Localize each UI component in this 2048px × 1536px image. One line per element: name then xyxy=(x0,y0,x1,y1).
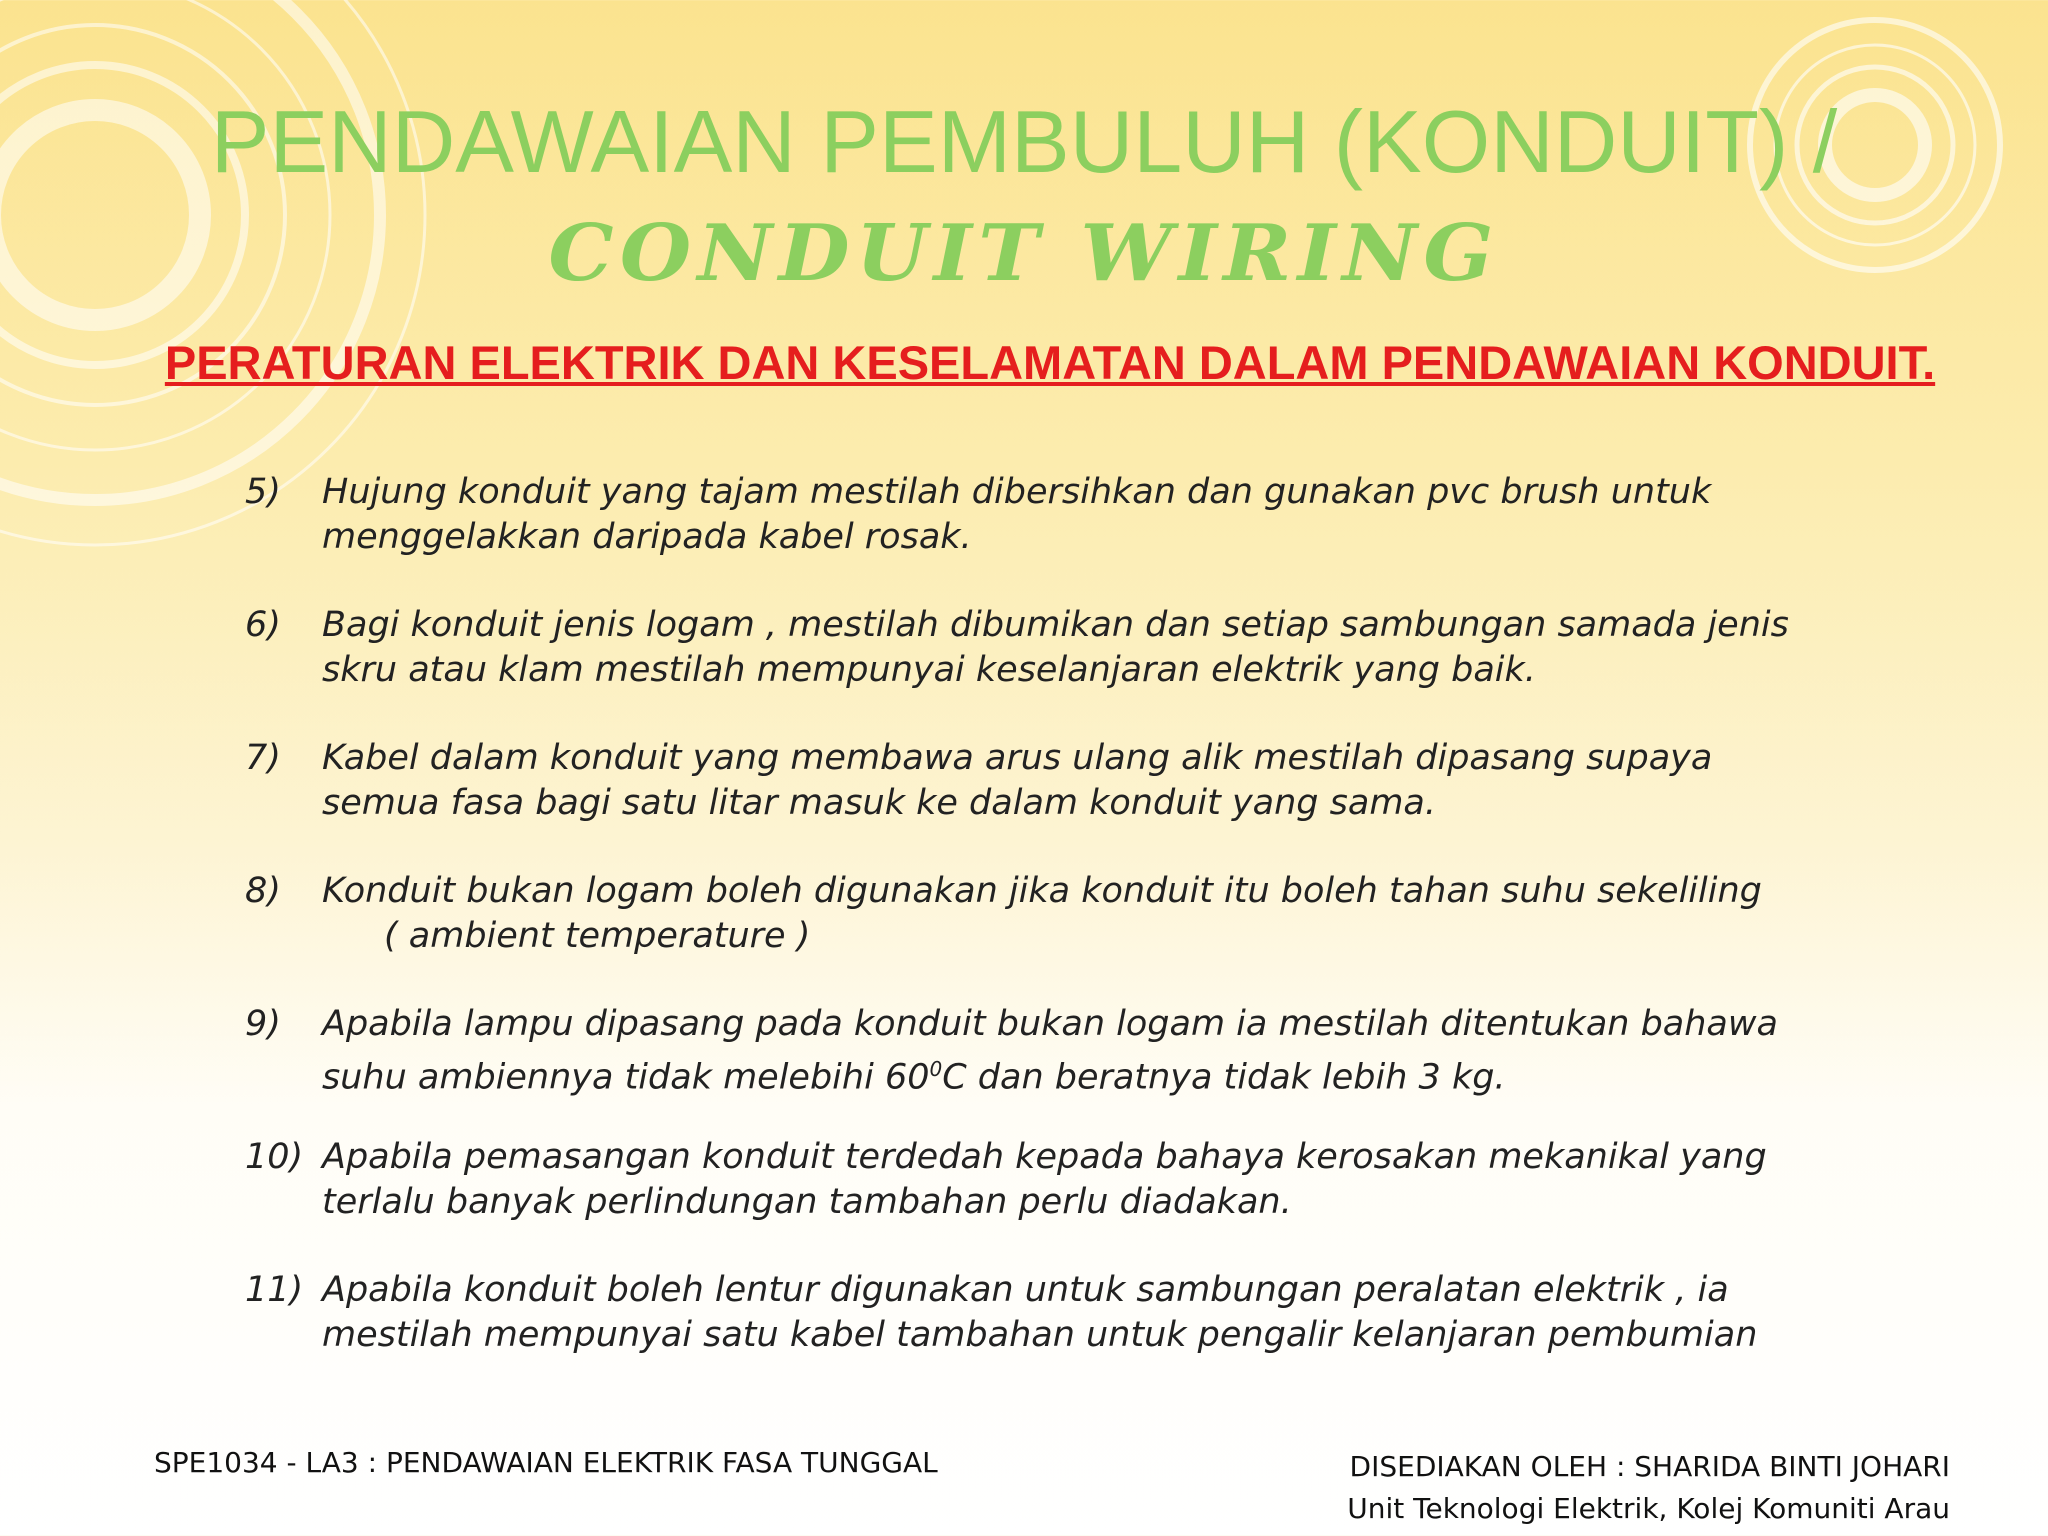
section-heading: PERATURAN ELEKTRIK DAN KESELAMATAN DALAM PENDAWAIAN KONDUIT. xyxy=(164,336,1936,389)
footer-author-name: DISEDIAKAN OLEH : SHARIDA BINTI JOHARI xyxy=(1349,1450,1950,1483)
slide-title-line1: PENDAWAIAN PEMBULUH (KONDUIT) / xyxy=(210,92,1838,191)
list-item-text: Apabila konduit boleh lentur digunakan untuk sambungan peralatan elektrik , ia mestilah mempunyai satu kabel tambahan untuk pengalir kelanjaran pembumian xyxy=(322,1270,1758,1355)
footer-course-label: SPE1034 - LA3 : PENDAWAIAN ELEKTRIK FASA TUNGGAL xyxy=(154,1446,938,1479)
list-item-text: Apabila lampu dipasang pada konduit bukan logam ia mestilah ditentukan bahawa suhu ambiennya tidak melebihi $60^0C$ dan beratnya tidak lebih 3 kg. xyxy=(322,1004,1778,1098)
list-item-text: Bagi konduit jenis logam , mestilah dibumikan dan setiap sambungan samada jenis skru atau klam mestilah mempunyai keselanjaran elektrik yang baik. xyxy=(322,605,1789,690)
list-item-text: Kabel dalam konduit yang membawa arus ulang alik mestilah dipasang supaya semua fasa bagi satu litar masuk ke dalam konduit yang sama. xyxy=(322,738,1713,823)
list-item-number: 6) xyxy=(245,605,281,645)
list-item-number: 9) xyxy=(245,1004,281,1044)
slide-title-line2: CONDUIT WIRING xyxy=(548,208,1500,299)
footer-institution: Unit Teknologi Elektrik, Kolej Komuniti Arau xyxy=(1347,1492,1950,1525)
list-item-number: 11) xyxy=(245,1270,304,1310)
list-item-number: 5) xyxy=(245,472,281,512)
list-item-text: Hujung konduit yang tajam mestilah dibersihkan dan gunakan pvc brush untuk menggelakkan daripada kabel rosak. xyxy=(322,472,1712,557)
list-item-number: 8) xyxy=(245,871,281,911)
list-item-text: Apabila pemasangan konduit terdedah kepada bahaya kerosakan mekanikal yang terlalu banyak perlindungan tambahan perlu diadakan. xyxy=(322,1137,1767,1222)
list-item-number: 10) xyxy=(245,1137,304,1177)
footer-author xyxy=(1347,1446,1950,1530)
list-item-number: 7) xyxy=(245,738,281,778)
list-item-text: Konduit bukan logam boleh digunakan jika konduit itu boleh tahan suhu sekeliling ( ambient temperature ) xyxy=(322,871,1762,956)
